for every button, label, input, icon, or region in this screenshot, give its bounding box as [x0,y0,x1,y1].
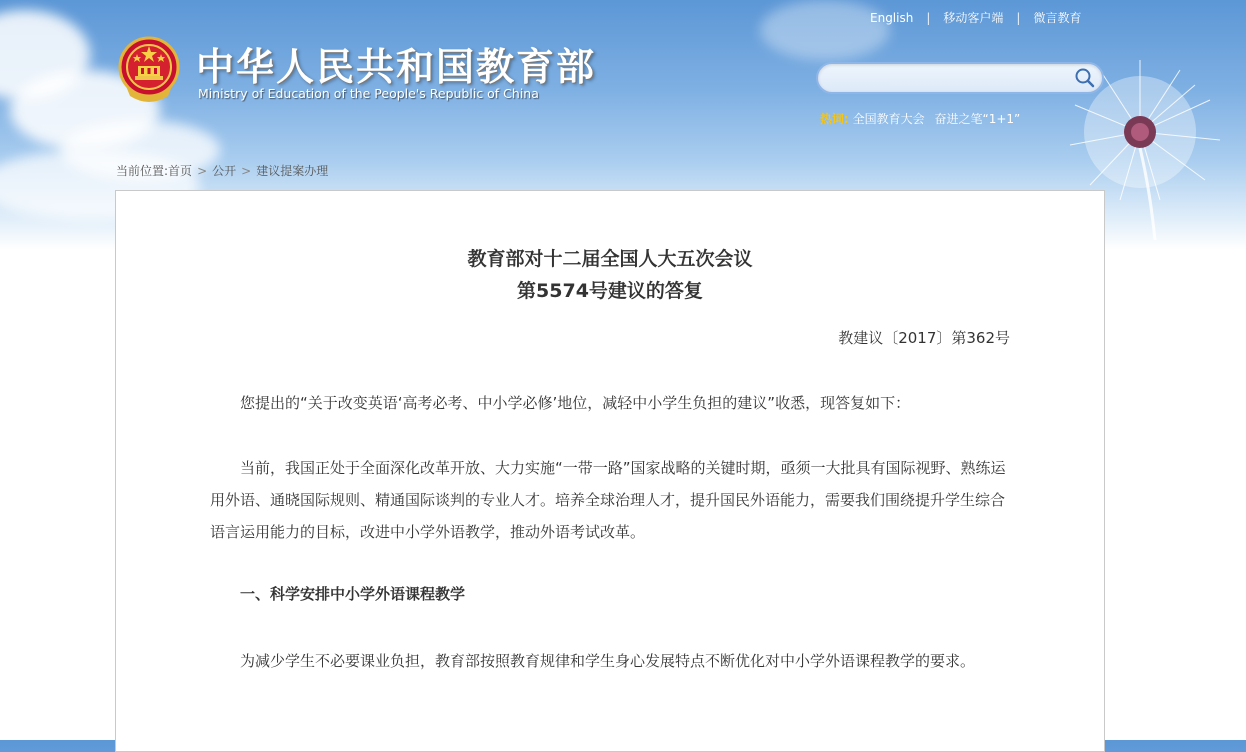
breadcrumb [116,162,328,179]
breadcrumb-public[interactable]: 公开 [212,164,237,178]
hot-words [820,110,1026,127]
document-panel [115,190,1105,752]
search-icon[interactable] [1074,67,1096,89]
link-mobile-client[interactable]: 移动客户端 [943,11,1004,25]
top-links [870,9,1081,26]
section-heading-text: 一、科学安排中小学外语课程教学 [240,585,466,603]
document-title-line2: 第5574号建议的答复 [517,280,703,302]
breadcrumb-home[interactable]: 首页 [168,164,193,178]
breadcrumb-proposals[interactable]: 建议提案办理 [256,164,329,178]
paragraph-text: 当前，我国正处于全面深化改革开放、大力实施“一带一路”国家战略的关键时期，亟须一大批具有国际视野、熟练运用外语、通晓国际规则、精通国际谈判的专业人才。培养全球治理人才，提升国民外语能力，需要我们围绕提升学生综合语言运用能力的目标，改进中小学外语教学，推动外语考试改革。 [210,459,1006,541]
link-english[interactable]: English [870,11,914,25]
breadcrumb-prefix: 当前位置: [116,164,169,178]
link-weiyan-education[interactable]: 微言教育 [1033,11,1082,25]
paragraph-text: 您提出的“关于改变英语‘高考必考、中小学必修’地位，减轻中小学生负担的建议”收悉，现答复如下： [240,394,911,412]
hot-word-link[interactable]: 全国教育大会 [852,112,925,126]
document-title [116,243,1104,307]
document-paragraph [210,387,1010,419]
divider: | [926,11,931,25]
paragraph-text: 为减少学生不必要课业负担，教育部按照教育规律和学生身心发展特点不断优化对中小学外语课程教学的要求。 [240,652,976,670]
search-box [816,62,1104,94]
national-emblem-icon [118,36,180,102]
divider: | [1016,11,1021,25]
site-title-cn: 中华人民共和国教育部 [196,45,597,89]
document-paragraph [210,645,1010,677]
document-number: 教建议〔2017〕第362号 [838,329,1010,347]
document-title-line1: 教育部对十二届全国人大五次会议 [467,248,753,270]
section-heading [210,578,1010,610]
site-title-en: Ministry of Education of the People's Republic of China [198,86,539,101]
chevron-right-icon: > [197,164,208,178]
hot-words-label: 热词: [820,112,849,126]
document-paragraph [210,452,1010,548]
chevron-right-icon: > [241,164,252,178]
search-input[interactable] [832,68,1076,90]
hot-word-link[interactable]: 奋进之笔“1+1” [934,112,1021,126]
